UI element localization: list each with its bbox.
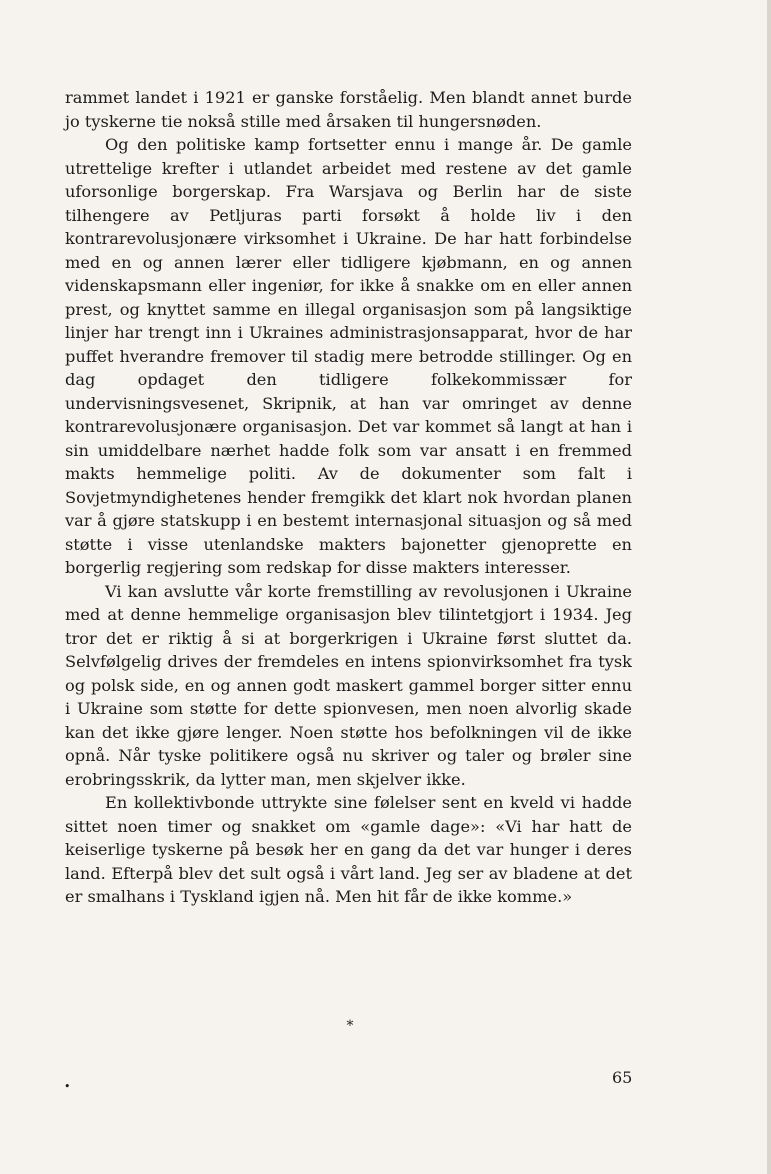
section-break: * bbox=[346, 1018, 354, 1034]
paragraph-3: Vi kan avslutte vår korte fremstilling av revolusjonen i Ukraine med at denne hemmelige organisasjon blev tilintetgjort i 1934. Jeg tror det er riktig å si at borgerkrigen i Ukraine først sluttet da. Selvfølgelig drives der fremdeles en intens spionvirksomhet fra tysk og polsk side, en og annen godt maskert gammel borger sitter ennu i Ukraine som støtte for dette spionvesen, men noen alvorlig skade kan det ikke gjøre lenger. Noen støtte hos befolkningen vil de ikke opnå. Når tyske politikere også nu skriver og taler og brøler sine erobringsskrik, da lytter man, men skjelver ikke. bbox=[65, 581, 632, 789]
page-number: 65 bbox=[612, 1068, 633, 1087]
paragraph-4: En kollektivbonde uttrykte sine følelser sent en kveld vi hadde sittet noen timer og snakket om «gamle dage»: «Vi har hatt de keiserlige tyskerne på besøk her en gang da det var hunger i deres land. Efterpå blev det sult også i vårt land. Jeg ser av bladene at det er smalhans i Tyskland igjen nå. Men hit får de ikke komme.» bbox=[65, 793, 632, 906]
paragraph-2: Og den politiske kamp fortsetter ennu i mange år. De gamle utrettelige krefter i utlandet arbeidet med restene av det gamle uforsonlige borgerskap. Fra Warsjava og Berlin har de siste tilhengere av Petljuras parti forsøkt å holde liv i den kontrarevolusjonære virksomhet i Ukraine. De har hatt forbindelse med en og annen lærer eller tidligere kjøbmann, en og annen videnskapsmann eller ingeniør, for ikke å snakke om en eller annen prest, og knyttet samme en illegal organisasjon som på langsiktige linjer har trengt inn i Ukraines administrasjonsapparat, hvor de har puffet hverandre fremover til stadig mere betrodde stillinger. Og en dag opdaget den tidligere folkekommissær for undervisningsvesenet, Skripnik, at han var omringet av denne kontrarevolusjonære organisasjon. Det var kommet så langt at han i sin umiddelbare nærhet hadde folk som var ansatt i en fremmed makts hemmelige politi. Av de dokumenter som falt i Sovjetmyndighetenes hender fremgikk det klart nok hvordan planen var å gjøre statskupp i en bestemt internasjonal situasjon og så med støtte i visse utenlandske makters bajonetter gjenoprette en borgerlig regjering som redskap for disse makters interesser. bbox=[65, 135, 632, 577]
margin-mark: • bbox=[64, 1080, 71, 1093]
paragraph-1: rammet landet i 1921 er ganske forståelig. Men blandt annet burde jo tyskerne tie nokså stille med årsaken til hungersnøden. bbox=[65, 88, 632, 131]
body-text bbox=[65, 86, 632, 909]
page-edge bbox=[767, 0, 771, 1174]
